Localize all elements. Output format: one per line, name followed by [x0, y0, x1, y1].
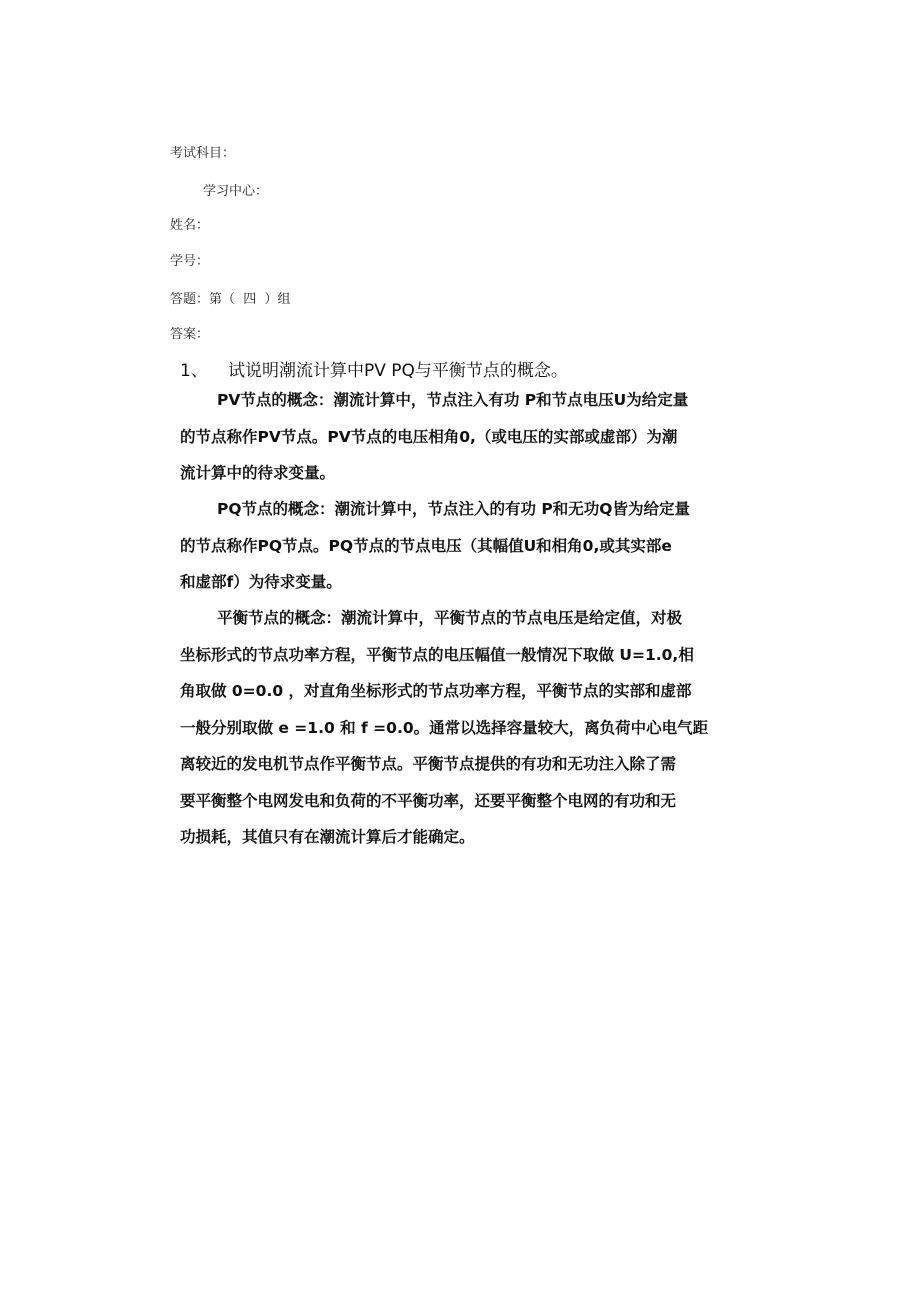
paragraph-line: 的节点称作PV节点。PV节点的电压相角0,（或电压的实部或虚部）为潮 [180, 427, 678, 446]
student-id-label: 学号： [170, 254, 210, 269]
paragraph-line: 平衡节点的概念：潮流计算中，平衡节点的节点电压是给定值，对极 [217, 609, 683, 627]
paragraph-line: 一般分别取做 e =1.0 和 f =0.0。通常以选择容量较大，离负荷中心电气距 [180, 718, 709, 737]
paragraph-line: 坐标形式的节点功率方程，平衡节点的电压幅值一般情况下取做 U=1.0,相 [180, 645, 694, 664]
pv-node-paragraph [180, 382, 750, 492]
paragraph-line: 要平衡整个电网发电和负荷的不平衡功率，还要平衡整个电网的有功和无 [180, 791, 677, 810]
paragraph-line: 角取做 0=0.0 ，对直角坐标形式的节点功率方程，平衡节点的实部和虚部 [180, 682, 692, 700]
answer-label: 答案： [170, 327, 210, 342]
paragraph-line: 的节点称作PQ节点。PQ节点的节点电压（其幅值U和相角0,或其实部e [180, 536, 672, 555]
paragraph-line: 和虚部f）为待求变量。 [180, 573, 342, 591]
slack-node-paragraph [180, 600, 750, 856]
pq-node-paragraph [180, 491, 750, 601]
question-heading [180, 356, 568, 381]
paragraph-line: 流计算中的待求变量。 [180, 464, 336, 482]
name-label: 姓名： [170, 218, 210, 233]
paragraph-line: PV节点的概念：潮流计算中，节点注入有功 P和节点电压U为给定量 [217, 391, 689, 409]
paragraph-line: 离较近的发电机节点作平衡节点。平衡节点提供的有功和无功注入除了需 [180, 755, 677, 773]
question-number: 1、 [180, 361, 208, 381]
paragraph-line: 功损耗，其值只有在潮流计算后才能确定。 [180, 828, 475, 846]
study-center-label: 学习中心： [203, 184, 269, 199]
paragraph-line: PQ节点的概念：潮流计算中，节点注入的有功 P和无功Q皆为给定量 [217, 500, 690, 518]
exam-subject-label: 考试科目： [170, 146, 236, 161]
question-text: 试说明潮流计算中PV PQ与平衡节点的概念。 [228, 361, 568, 381]
answer-group-label: 答题：第（ 四 ）组 [170, 292, 291, 307]
